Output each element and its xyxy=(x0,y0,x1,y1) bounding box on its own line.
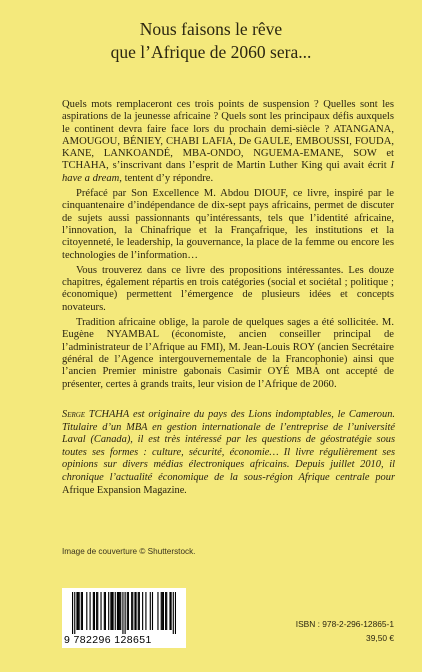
barcode-bar xyxy=(152,592,153,630)
barcode-bar xyxy=(169,592,170,630)
blurb-p1-end: , tentent d’y répondre. xyxy=(119,172,214,184)
barcode-bar xyxy=(122,592,123,634)
magazine-name: Afrique Expansion Magazine xyxy=(62,484,185,496)
barcode-bar xyxy=(165,592,166,630)
blurb-paragraph-1 xyxy=(62,99,394,185)
barcode-bar xyxy=(76,592,77,630)
barcode-bar xyxy=(127,592,128,630)
price: 39,50 € xyxy=(366,633,394,643)
barcode-bar xyxy=(110,592,111,630)
barcode-bar xyxy=(166,592,167,630)
barcode xyxy=(62,588,186,648)
barcode-bar xyxy=(125,592,126,634)
image-credit: Image de couverture © Shutterstock. xyxy=(62,547,196,556)
barcode-bar xyxy=(81,592,82,630)
barcode-bar xyxy=(138,592,139,630)
barcode-bar xyxy=(118,592,119,630)
barcode-bar xyxy=(96,592,97,630)
barcode-bar xyxy=(139,592,140,630)
barcode-bar xyxy=(77,592,78,630)
barcode-bar xyxy=(128,592,129,630)
barcode-bar xyxy=(113,592,114,630)
barcode-bar xyxy=(82,592,83,630)
title-line-1: Nous faisons le rêve xyxy=(139,19,283,39)
barcode-bar xyxy=(150,592,151,630)
author-bio-end: . xyxy=(184,484,187,496)
isbn-block xyxy=(284,617,394,645)
barcode-bar xyxy=(105,592,106,630)
barcode-digits: 9 782296 128651 xyxy=(64,634,152,646)
barcode-bar xyxy=(173,592,174,634)
barcode-bar xyxy=(97,592,98,630)
barcode-bar xyxy=(161,592,162,630)
barcode-bar xyxy=(108,592,109,630)
barcode-bar xyxy=(74,592,75,634)
barcode-bar xyxy=(93,592,94,630)
barcode-bar xyxy=(117,592,118,630)
barcode-bar xyxy=(90,592,91,630)
barcode-bar xyxy=(104,592,105,630)
cover-title xyxy=(0,18,422,64)
title-line-2: que l’Afrique de 2060 sera... xyxy=(110,42,312,62)
barcode-bar xyxy=(120,592,121,630)
barcode-bar xyxy=(175,592,176,634)
barcode-bar xyxy=(111,592,112,630)
barcode-bar xyxy=(163,592,164,630)
author-name: Serge TCHAHA xyxy=(62,409,130,420)
barcode-bar xyxy=(94,592,95,630)
barcode-bar xyxy=(162,592,163,630)
barcode-bar xyxy=(135,592,136,630)
blurb xyxy=(62,99,394,391)
barcode-bar xyxy=(72,592,73,634)
barcode-bar xyxy=(115,592,116,630)
barcode-bar xyxy=(119,592,120,630)
blurb-p1-quote: I have a dream xyxy=(62,160,394,184)
barcode-bar xyxy=(86,592,87,630)
barcode-bar xyxy=(134,592,135,630)
barcode-bar xyxy=(171,592,172,630)
barcode-bar xyxy=(157,592,158,630)
blurb-paragraph-3: Vous trouverez dans ce livre des propositions intéressantes. Les douze chapitres, également répartis en trois catégories (social et sociétal ; politique ; économique) permettent l’émergence de plusieurs idées et concepts novateurs. xyxy=(62,264,394,313)
barcode-bars xyxy=(72,592,176,634)
barcode-bar xyxy=(131,592,132,630)
barcode-bar xyxy=(145,592,146,630)
barcode-bar xyxy=(132,592,133,630)
blurb-paragraph-4: Tradition africaine oblige, la parole de quelques sages a été sollicitée. M. Eugène NYAMBAL (économiste, ancien conseiller principal de l’administrateur de l’Afrique au FMI), M. Jean-Louis ROY (ancien Secrétaire général de l’Agence intergouvernementale de la Francophonie) ainsi que l’ancien Premier ministre gabonais Casimir OYÉ MBA ont accepté de présenter, certes à grands traits, leur vision de l’Afrique de 2060. xyxy=(62,317,394,390)
barcode-bar xyxy=(142,592,143,630)
barcode-bar xyxy=(100,592,101,630)
author-bio xyxy=(62,409,395,497)
isbn-number: ISBN : 978-2-296-12865-1 xyxy=(295,619,394,629)
barcode-bar xyxy=(79,592,80,630)
blurb-p1-text: Quels mots remplaceront ces trois points de suspension ? Quelles sont les aspirations de la jeunesse africaine ? Quels sont les principaux défis auxquels le continent devra faire face lors du prochain demi-siècle ? ATANGANA, AMOUGOU, BÉNIEY, CHABI LAFIA, De GAULE, EMBOUSSI, FOUDA, KANE, LANKOANDÉ, MBA-ONDO, NGUEMA-EMANE, SOW et TCHAHA, s’inscrivant dans l’esprit de Martin Luther King qui avait écrit xyxy=(62,99,394,172)
blurb-paragraph-2: Préfacé par Son Excellence M. Abdou DIOUF, ce livre, inspiré par le cinquantenaire d’indépendance de dix-sept pays africains, permet de discuter de sujets aussi passionnants qu’intéressants, tels que l’identité africaine, l’innovation, la Chinafrique et la Françafrique, les institutions et la citoyenneté, le leadership, la gouvernance, la place de la femme ou encore les technologies de l’information… xyxy=(62,188,394,261)
author-bio-text: est originaire du pays des Lions indomptables, le Cameroun. Titulaire d’un MBA en gestion internationale de l’entreprise de l’université Laval (Canada), il est très intéressé par les questions de géostratégie sous toutes ses formes : culture, sécurité, économie… Il livre régulièrement ses opinions sur divers médias électroniques africains. Depuis juillet 2010, il chronique l’actualité économique de la sous-région Afrique centrale pour xyxy=(62,409,395,483)
